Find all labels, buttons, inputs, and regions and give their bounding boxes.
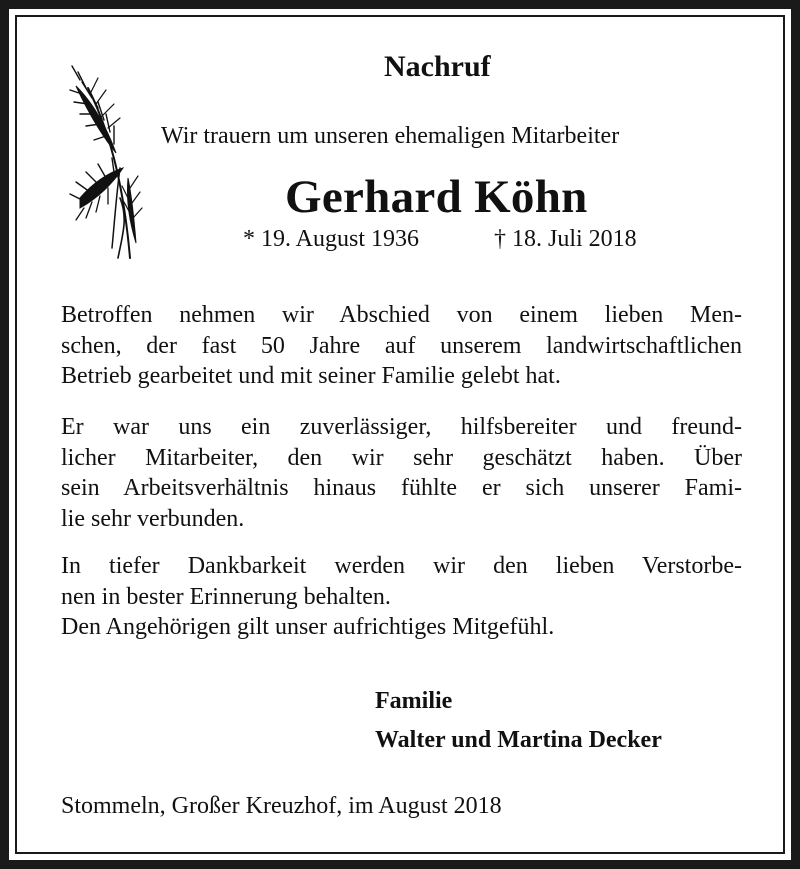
text-line: lie sehr verbunden.: [61, 505, 245, 532]
text-line: Betroffen nehmen wir Abschied von einem lieben Men-: [61, 302, 742, 328]
paragraph-gratitude: [61, 551, 742, 643]
paragraph-farewell: [61, 300, 742, 392]
paragraph-tribute: [61, 412, 742, 534]
text-line: nen in bester Erinnerung behalten.: [61, 583, 391, 610]
text-line: In tiefer Dankbarkeit werden wir den lieben Verstorbe-: [61, 553, 742, 579]
text-line: sein Arbeitsverhältnis hinaus fühlte er sich unserer Fami-: [61, 475, 742, 501]
intro-line: Wir trauern um unseren ehemaligen Mitarbeiter: [161, 123, 620, 149]
signature-names: Walter und Martina Decker: [375, 727, 662, 753]
text-line: Den Angehörigen gilt unser aufrichtiges Mitgefühl.: [61, 614, 555, 640]
notice-heading: Nachruf: [384, 50, 491, 83]
deceased-name: Gerhard Köhn: [285, 171, 588, 223]
text-line: Er war uns ein zuverlässiger, hilfsbereiter und freund-: [61, 414, 742, 440]
place-date: Stommeln, Großer Kreuzhof, im August 2018: [61, 793, 502, 819]
text-line: licher Mitarbeiter, den wir sehr geschätzt haben. Über: [61, 444, 742, 471]
birth-date: * 19. August 1936: [243, 226, 420, 252]
wheat-icon: [68, 58, 143, 263]
signature-family: Familie: [375, 688, 453, 714]
text-line: schen, der fast 50 Jahre auf unserem landwirtschaftlichen: [61, 332, 742, 359]
text-line: Betrieb gearbeitet und mit seiner Familie gelebt hat.: [61, 363, 561, 389]
death-date: † 18. Juli 2018: [494, 226, 637, 252]
